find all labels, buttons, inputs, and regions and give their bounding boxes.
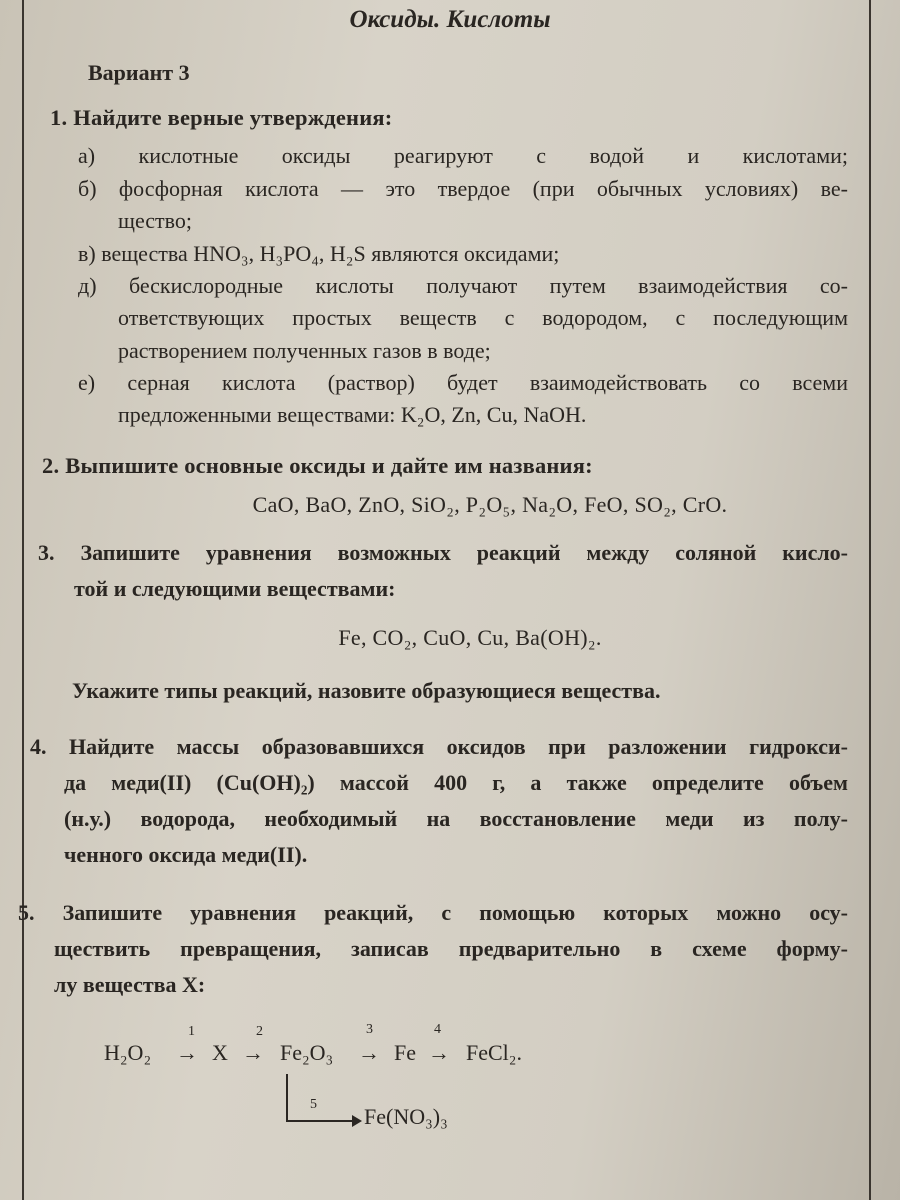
question-3-line-1 bbox=[38, 540, 848, 566]
q1-item-b-cont: щество; bbox=[118, 208, 192, 233]
step-4-label: 4 bbox=[434, 1022, 441, 1037]
question-3-text: Запишите уравнения возможных реакций между соляной кисло- bbox=[80, 540, 848, 565]
formula-fe2o3: Fe₂O₃ bbox=[280, 1040, 334, 1065]
branch-line-horizontal bbox=[286, 1120, 356, 1122]
q2-formulas: CaO, BaO, ZnO, SiO₂, P₂O₅, Na₂O, FeO, SO₂, CrO. bbox=[252, 492, 728, 517]
q1-item-v: в) вещества HNO₃, H₃PO₄, H₂S являются оксидами; bbox=[78, 241, 560, 266]
step-1-label: 1 bbox=[188, 1024, 195, 1039]
question-1-number: 1. bbox=[50, 105, 68, 130]
q3-formulas: Fe, CO₂, CuO, Cu, Ba(OH)₂. bbox=[338, 625, 602, 650]
arrow-2-icon: → bbox=[242, 1040, 264, 1065]
question-2-number: 2. bbox=[42, 453, 60, 478]
question-4-line-3: (н.у.) водорода, необходимый на восстановление меди из полу- bbox=[64, 806, 848, 831]
question-2-text: Выпишите основные оксиды и дайте им названия: bbox=[65, 453, 593, 478]
question-4-line-4: ченного оксида меди(II). bbox=[64, 842, 308, 867]
q1-item-b: б) фосфорная кислота — это твердое (при обычных условиях) ве- bbox=[78, 176, 848, 201]
variant-heading: Вариант 3 bbox=[88, 60, 190, 85]
question-3-line-2: той и следующими веществами: bbox=[74, 576, 396, 601]
arrow-3-icon: → bbox=[358, 1040, 380, 1065]
question-4-number: 4. bbox=[30, 734, 47, 759]
arrow-1-icon: → bbox=[176, 1040, 198, 1065]
q1-item-d-cont-1: ответствующих простых веществ с водородом, с последующим bbox=[118, 305, 848, 330]
question-5-line-3: лу вещества X: bbox=[54, 972, 206, 997]
question-2 bbox=[42, 446, 593, 486]
question-5-line-1 bbox=[18, 900, 848, 926]
formula-fe: Fe bbox=[394, 1040, 416, 1065]
formula-fecl2: FeCl₂. bbox=[466, 1040, 522, 1065]
page-title: Оксиды. Кислоты bbox=[349, 6, 551, 33]
question-1-text: Найдите верные утверждения: bbox=[73, 105, 393, 130]
question-1 bbox=[50, 98, 392, 138]
step-3-label: 3 bbox=[366, 1022, 373, 1037]
q3-note: Укажите типы реакций, назовите образующиеся вещества. bbox=[72, 678, 661, 703]
question-5-text: Запишите уравнения реакций, с помощью которых можно осу- bbox=[62, 900, 849, 925]
q1-item-d: д) бескислородные кислоты получают путем взаимодействия со- bbox=[78, 273, 848, 298]
question-3-number: 3. bbox=[38, 540, 55, 565]
branch-arrowhead-icon bbox=[352, 1115, 362, 1127]
step-2-label: 2 bbox=[256, 1024, 263, 1039]
step-5-label: 5 bbox=[310, 1097, 317, 1112]
q1-item-e-cont: предложенными веществами: K₂O, Zn, Cu, NaOH. bbox=[118, 402, 587, 427]
question-5-line-2: ществить превращения, записав предварительно в схеме форму- bbox=[54, 936, 848, 961]
branch-line-vertical bbox=[286, 1074, 288, 1122]
formula-fe-no3-3: Fe(NO₃)₃ bbox=[364, 1104, 448, 1129]
q1-item-a: а) кислотные оксиды реагируют с водой и кислотами; bbox=[78, 143, 848, 168]
q1-item-e: е) серная кислота (раствор) будет взаимодействовать со всеми bbox=[78, 370, 848, 395]
formula-x: X bbox=[212, 1040, 228, 1065]
formula-h2o2: H₂O₂ bbox=[104, 1040, 152, 1065]
question-4-text: Найдите массы образовавшихся оксидов при разложении гидрокси- bbox=[69, 734, 849, 759]
question-4-line-1 bbox=[30, 734, 848, 760]
q1-item-d-cont-2: растворением полученных газов в воде; bbox=[118, 338, 491, 363]
arrow-4-icon: → bbox=[428, 1040, 450, 1065]
question-4-line-2: да меди(II) (Cu(OH)₂) массой 400 г, а также определите объем bbox=[64, 770, 848, 795]
question-5-number: 5. bbox=[18, 900, 35, 925]
